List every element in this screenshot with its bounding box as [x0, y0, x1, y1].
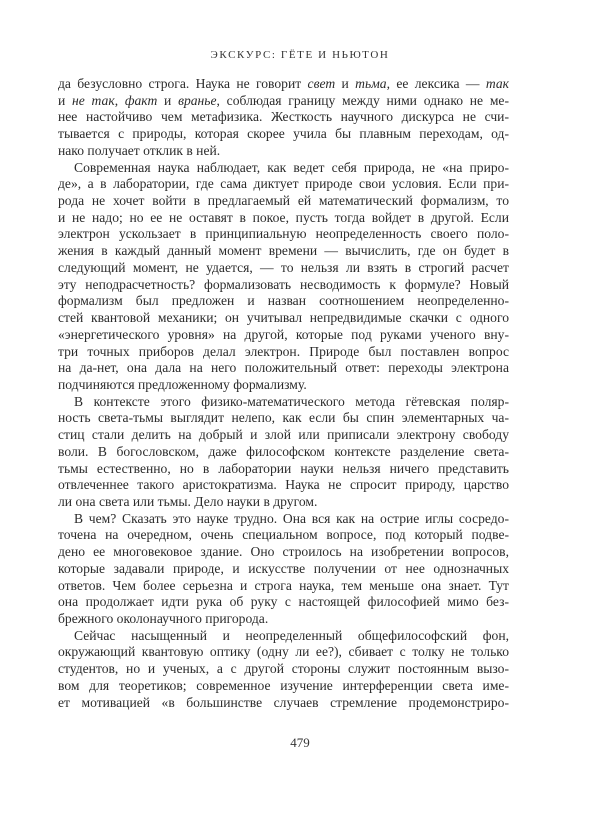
text-line [58, 444, 509, 461]
text-line [58, 260, 509, 277]
text-segment: точена на очередном, очень специальном вопросе, под который подве- [58, 527, 509, 543]
text-segment: эту неподрасчетность? формализовать несводимость к формуле? Новый [58, 276, 509, 292]
paragraph [58, 511, 509, 628]
paragraph [58, 76, 509, 160]
italic-term: свет [307, 76, 336, 91]
text-segment: тывается с природы, которая скорее учила бы плавным переходам, од- [58, 126, 509, 142]
text-segment: на да-нет, она дала на него положительный ответ: переходы электрона [58, 360, 509, 376]
text-line [58, 561, 509, 578]
paragraph [58, 628, 509, 712]
text-line [58, 527, 509, 544]
text-segment: отвлеченнее такого аристократизма. Наука не спросит природу, царство [58, 477, 509, 493]
italic-term: не так [72, 92, 115, 108]
text-segment: подчиняются предложенному формализму. [58, 376, 307, 392]
text-segment: брежного околонаучного пригорода. [58, 611, 269, 626]
italic-term: вранье [178, 92, 217, 108]
italic-term: факт [124, 92, 158, 108]
text-segment: и [157, 92, 179, 108]
text-segment: ность света-тьмы выглядит нелепо, как если бы спин элементарных ча- [58, 410, 509, 426]
text-line [58, 193, 509, 210]
text-segment: рода не хочет войти в предлагаемый ей математический формализм, то [58, 193, 509, 209]
text-line [58, 644, 509, 661]
text-line [58, 310, 509, 327]
text-segment: студентов, но и ученых, а с другой стороны служит постоянным вызо- [58, 661, 509, 677]
text-segment: и не надо; но ее не оставят в покое, пусть тогда войдет в другой. Если [58, 209, 509, 225]
text-segment: дено ее многовековое здание. Оно строилось на изобретении вопросов, [58, 544, 509, 560]
text-segment: стиц стали делить на добрый и злой или приписали электрону свободу [58, 427, 509, 443]
text-segment: три точных приборов делал электрон. Природе был поставлен вопрос [58, 343, 509, 359]
text-segment: «энергетического уровня» на другой, которые под руками ученого вну- [58, 326, 509, 342]
text-line [58, 243, 509, 260]
text-line [58, 494, 509, 511]
text-segment: жения в каждый данный момент времени — вычислить, где он будет в [58, 243, 509, 259]
text-segment: де», а в лаборатории, где сама диктует природе свои условия. Если при- [58, 176, 509, 192]
text-line [58, 93, 509, 110]
text-line [58, 344, 509, 361]
text-segment: и [58, 92, 73, 108]
text-line [58, 611, 509, 628]
text-line [58, 277, 509, 294]
text-line [58, 394, 509, 411]
text-line [58, 461, 509, 478]
italic-term: так [485, 76, 510, 91]
text-segment: формализм был предложен и назван соотношением неопределенно- [58, 293, 509, 309]
paragraph [58, 394, 509, 511]
text-line [58, 678, 509, 695]
page-body-text [58, 76, 509, 711]
text-line [58, 628, 509, 645]
text-line [58, 594, 509, 611]
text-segment: стей квантовой механики; он учитывал непредвидимые скачки с одного [58, 310, 509, 326]
text-line [58, 143, 509, 160]
text-line [58, 427, 509, 444]
text-line [58, 226, 509, 243]
text-segment: В контексте этого физико-математического метода гётевская поляр- [74, 393, 509, 409]
text-line [58, 377, 509, 394]
text-segment: нако получает отклик в ней. [58, 142, 221, 158]
text-segment: воли. В богословском, даже философском контексте разделение света- [58, 443, 509, 459]
text-segment: и [335, 76, 356, 91]
text-segment: окружающий квантовую оптику (одну ли ее?), сбивает с толку не только [58, 644, 509, 660]
text-line [58, 210, 509, 227]
text-segment: ли она света или тьмы. Дело науки в другом. [58, 493, 318, 509]
text-segment: , ее лексика — [386, 76, 486, 91]
text-line [58, 176, 509, 193]
text-line [58, 109, 509, 126]
text-line [58, 293, 509, 310]
italic-term: тьма [355, 76, 387, 91]
text-segment: она продолжает идти рука об руку с настоящей философией мимо без- [58, 594, 509, 610]
text-line [58, 160, 509, 177]
text-line [58, 410, 509, 427]
text-line [58, 327, 509, 344]
text-line [58, 661, 509, 678]
text-segment: Сейчас насыщенный и неопределенный общефилософский фон, [74, 627, 509, 643]
text-segment: ответов. Чем более серьезна и строга наука, тем меньше она знает. Тут [58, 577, 509, 593]
text-segment: В чем? Сказать это науке трудно. Она вся как на острие иглы сосредо- [74, 510, 509, 526]
text-segment: ет мотивацией «в большинстве случаев стремление продемонстриро- [58, 694, 509, 710]
text-segment: тьмы естественно, но в лаборатории науки нельзя ничего представить [58, 460, 509, 476]
text-line [58, 76, 509, 93]
text-line [58, 477, 509, 494]
text-segment: да безусловно строга. Наука не говорит [58, 76, 308, 91]
text-line [58, 511, 509, 528]
text-segment: вом для теоретиков; современное изучение интерференции света име- [58, 677, 509, 693]
paragraph [58, 160, 509, 394]
text-segment: которые задавали природе, и искусстве получении от нее однозначных [58, 560, 509, 576]
page-number: 479 [290, 735, 310, 750]
text-line [58, 544, 509, 561]
text-segment: нее настойчиво чем метафизика. Жесткость научного дискурса не счи- [58, 109, 509, 125]
text-segment: , [114, 92, 125, 108]
text-segment: Современная наука наблюдает, как ведет себя природа, не «на приро- [74, 159, 509, 175]
text-line [58, 360, 509, 377]
running-header: ЭКСКУРС: ГЁТЕ И НЬЮТОН [210, 49, 390, 61]
text-line [58, 578, 509, 595]
text-line [58, 695, 509, 712]
text-segment: электрон ускользает в принципиальную неопределенность своего поло- [58, 226, 509, 242]
text-segment: следующий момент, не удается, — то нельзя ли взять в строгий расчет [58, 259, 509, 275]
text-segment: , соблюдая границу между ними однако не ме- [216, 92, 509, 108]
text-line [58, 126, 509, 143]
